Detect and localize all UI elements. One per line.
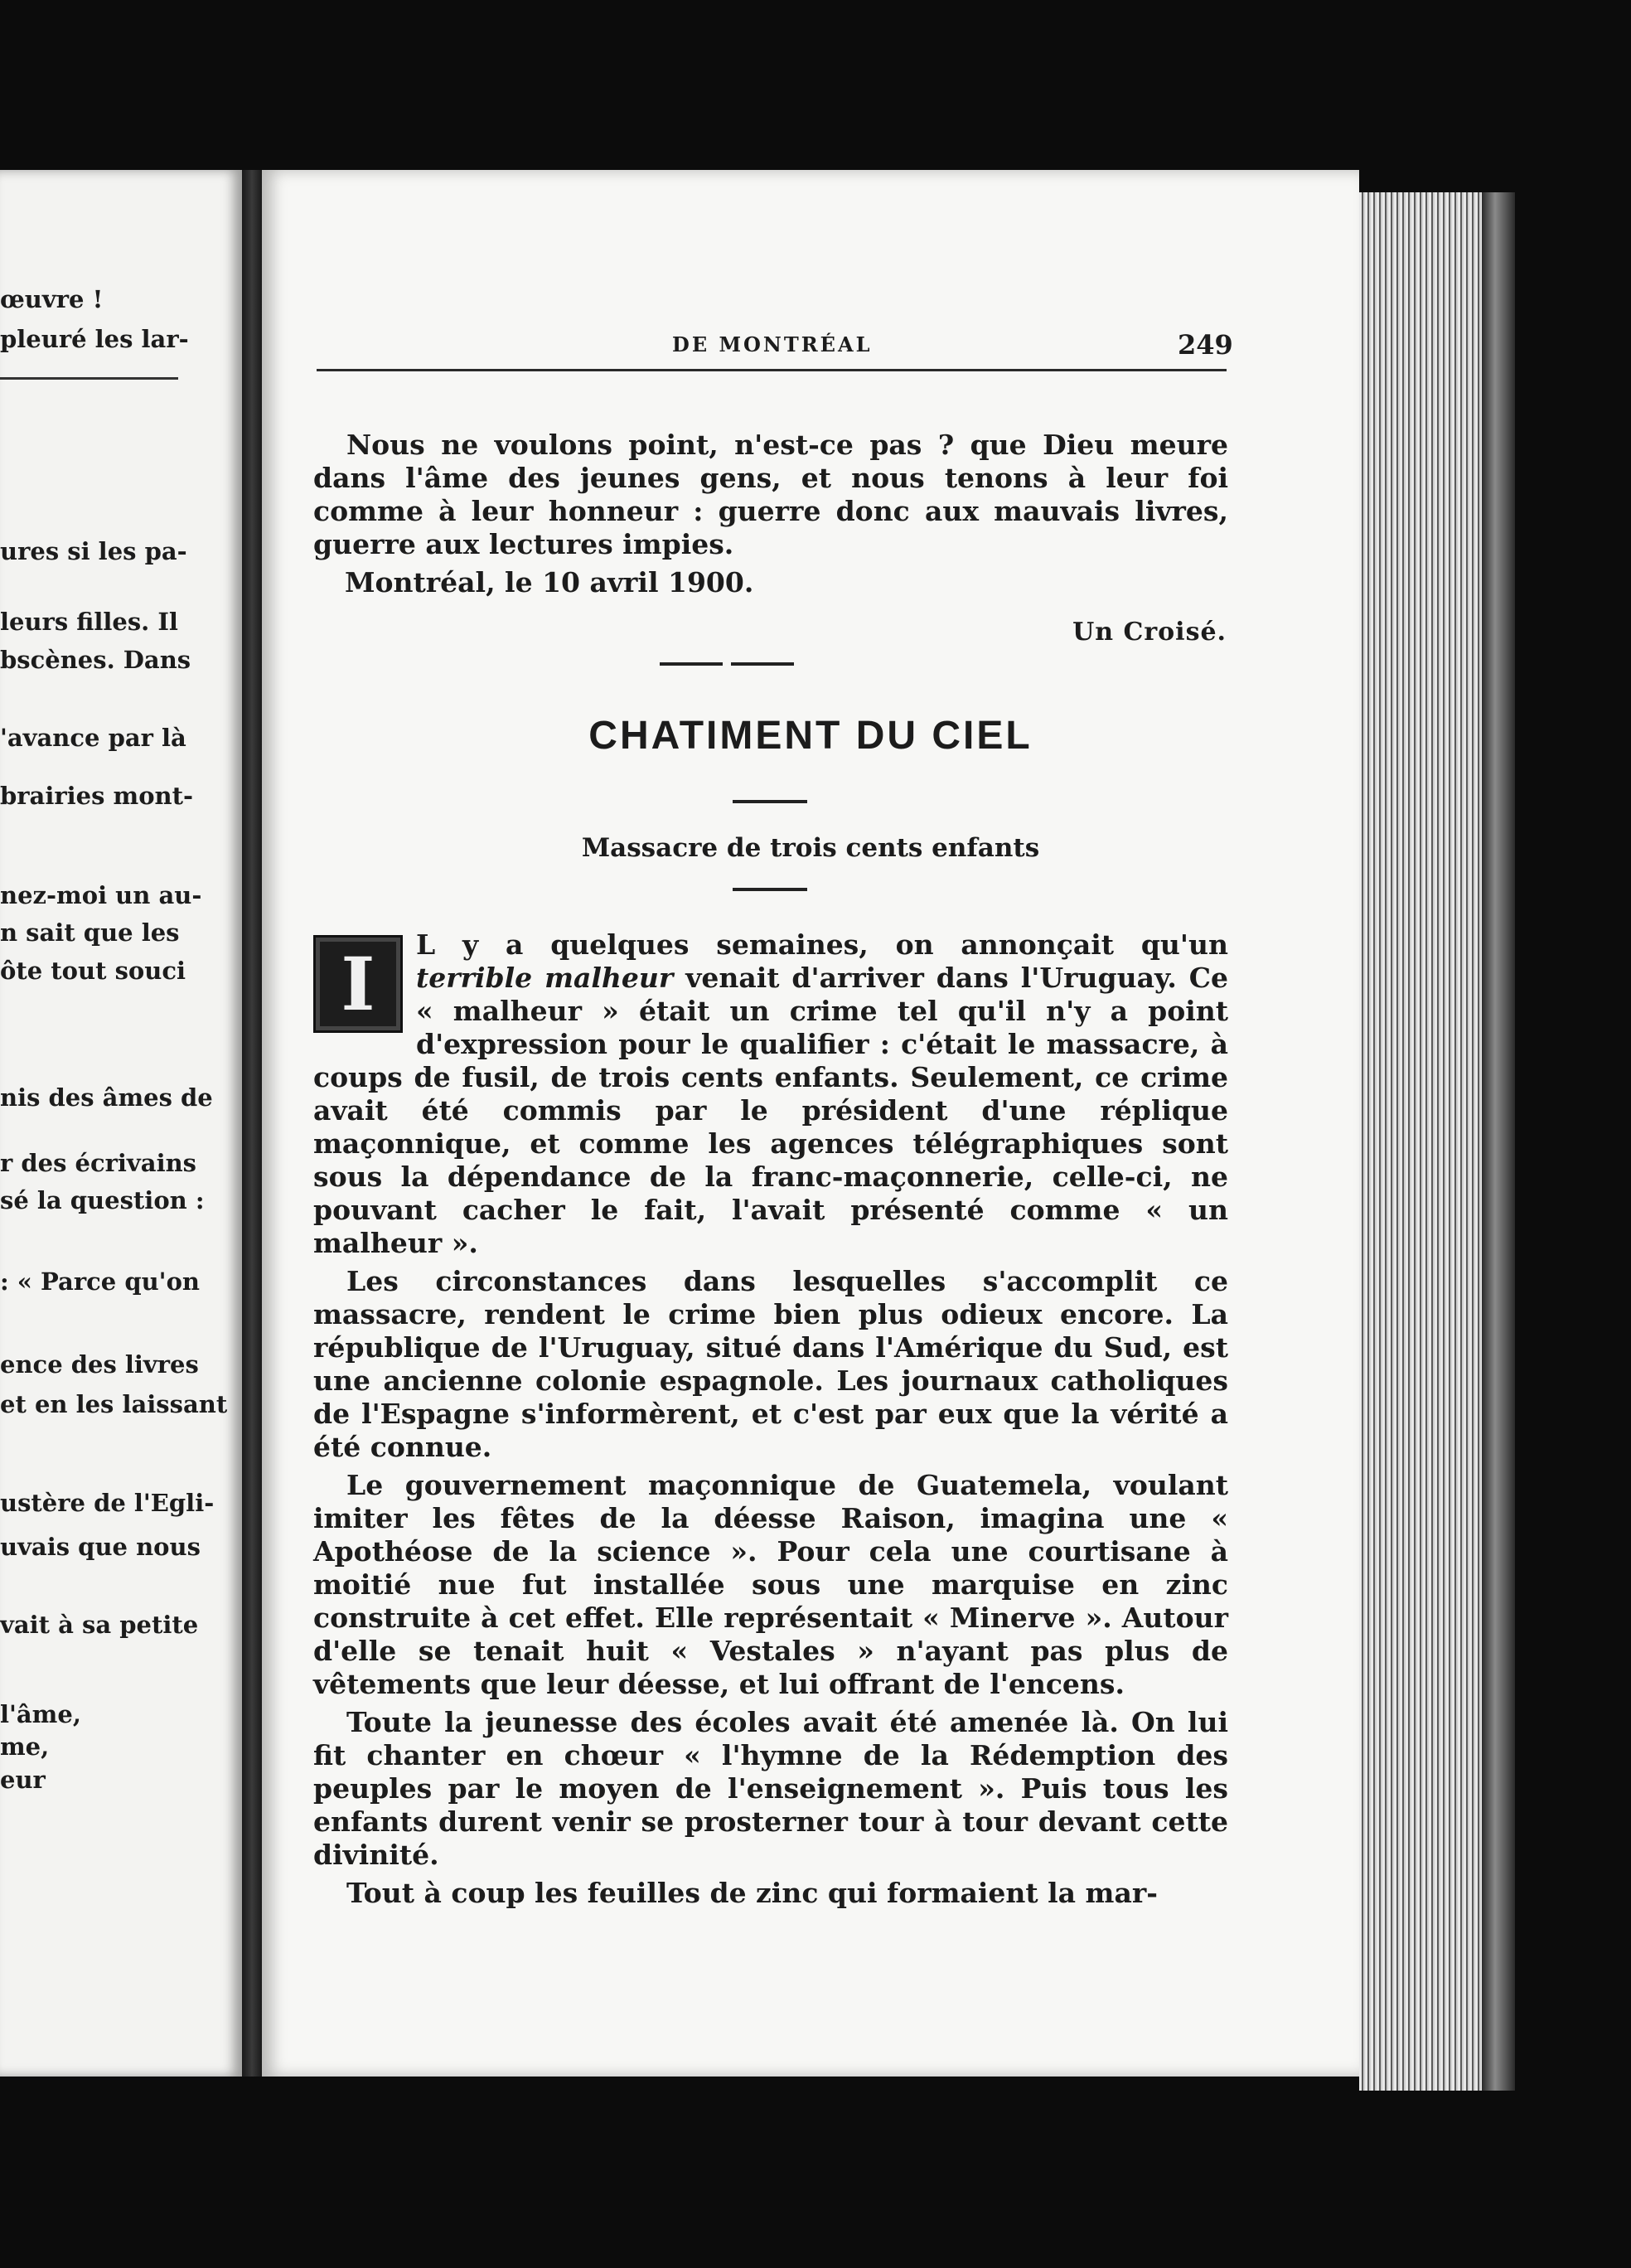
left-page-line: leurs filles. Il: [0, 608, 178, 636]
article-paragraph: Le gouvernement maçonnique de Guatemela, voulant imiter les fêtes de la déesse Raison, imagina une « Apothéose de la science ». Pour cela une courtisane à moitié nue fut installée sous une marquise en zinc construite à cet effet. Elle représentait « Minerve ». Autour d'elle se tenait huit « Vestales » n'ayant pas plus de vêtements que leur déesse, et lui offrant de l'encens.: [313, 1469, 1228, 1700]
main-page: [262, 170, 1359, 2077]
left-page-line: : « Parce qu'on: [0, 1267, 200, 1296]
left-page-line: 'avance par là: [0, 724, 186, 752]
intro-block: [313, 429, 1228, 561]
left-page-line: et en les laissant: [0, 1390, 228, 1418]
paragraph-lead: L y a quelques semaines, on annonçait qu'un: [416, 928, 1228, 961]
article-subtitle: Massacre de trois cents enfants: [581, 833, 1040, 863]
left-page-line: l'âme,: [0, 1700, 81, 1728]
section-rule-right: [731, 662, 794, 666]
subtitle-rule: [733, 888, 807, 891]
left-page-line: pleuré les lar-: [0, 325, 189, 353]
article-title: CHATIMENT DU CIEL: [588, 714, 1033, 758]
left-page-line: œuvre !: [0, 285, 104, 313]
left-page-line: ustère de l'Egli-: [0, 1489, 215, 1517]
header-rule: [317, 369, 1227, 371]
book-page-edges: [1359, 192, 1482, 2091]
book-gutter: [242, 170, 262, 2077]
page-number: 249: [1178, 329, 1233, 361]
paragraph-rest: venait d'arriver dans l'Uruguay. Ce « malheur » était un crime tel qu'il n'y a point d'expression pour le qualifier : c'était le massacre, à coups de fusil, de trois cents enfants. Seulement, ce crime avait été commis par le président d'une réplique maçonnique, et comme les agences télégraphiques sont sous la dépendance de la franc-maçonnerie, celle-ci, ne pouvant cacher le fait, l'avait présenté comme « un malheur ».: [313, 962, 1228, 1259]
title-rule: [733, 800, 807, 803]
article-paragraph: Tout à coup les feuilles de zinc qui formaient la mar-: [346, 1877, 1158, 1909]
intro-paragraph: Nous ne voulons point, n'est-ce pas ? que Dieu meure dans l'âme des jeunes gens, et nous tenons à leur foi comme à leur honneur : guerre donc aux mauvais livres, guerre aux lectures impies.: [313, 429, 1228, 560]
left-facing-page: [0, 170, 242, 2077]
left-page-line: eur: [0, 1766, 46, 1794]
paragraph-italic: terrible malheur: [416, 962, 674, 994]
article-paragraph: Toute la jeunesse des écoles avait été amenée là. On lui fit chanter en chœur « l'hymne de la Rédemption des peuples par le moyen de l'enseignement ». Puis tous les enfants durent venir se prosterner tour à tour devant cette divinité.: [313, 1706, 1228, 1871]
left-page-line: sé la question :: [0, 1186, 205, 1214]
left-page-line: n sait que les: [0, 918, 180, 947]
dateline: Montréal, le 10 avril 1900.: [345, 566, 754, 598]
left-page-line: uvais que nous: [0, 1533, 201, 1561]
left-page-line: vait à sa petite: [0, 1611, 199, 1639]
drop-cap-initial: I: [313, 935, 403, 1033]
left-page-line: brairies mont-: [0, 782, 194, 810]
left-page-line: ures si les pa-: [0, 537, 187, 565]
left-page-line: me,: [0, 1732, 50, 1761]
left-page-line: r des écrivains: [0, 1149, 196, 1177]
signature: Un Croisé.: [1072, 618, 1227, 647]
left-page-line: bscènes. Dans: [0, 646, 191, 674]
left-page-head-rule: [0, 377, 178, 380]
left-page-line: nez-moi un au-: [0, 881, 202, 909]
book-cover-edge: [1482, 192, 1515, 2091]
left-page-line: nis des âmes de: [0, 1083, 213, 1112]
section-rule-left: [660, 662, 723, 666]
running-head: DE MONTRÉAL: [672, 332, 873, 356]
article-paragraph: [313, 928, 1228, 1260]
left-page-line: ence des livres: [0, 1350, 199, 1379]
article-body: [313, 928, 1228, 1915]
left-page-line: ôte tout souci: [0, 957, 186, 985]
article-paragraph: Les circonstances dans lesquelles s'accomplit ce massacre, rendent le crime bien plus odieux encore. La république de l'Uruguay, situé dans l'Amérique du Sud, est une ancienne colonie espagnole. Les journaux catholiques de l'Espagne s'informèrent, et c'est par eux que la vérité a été connue.: [313, 1265, 1228, 1463]
